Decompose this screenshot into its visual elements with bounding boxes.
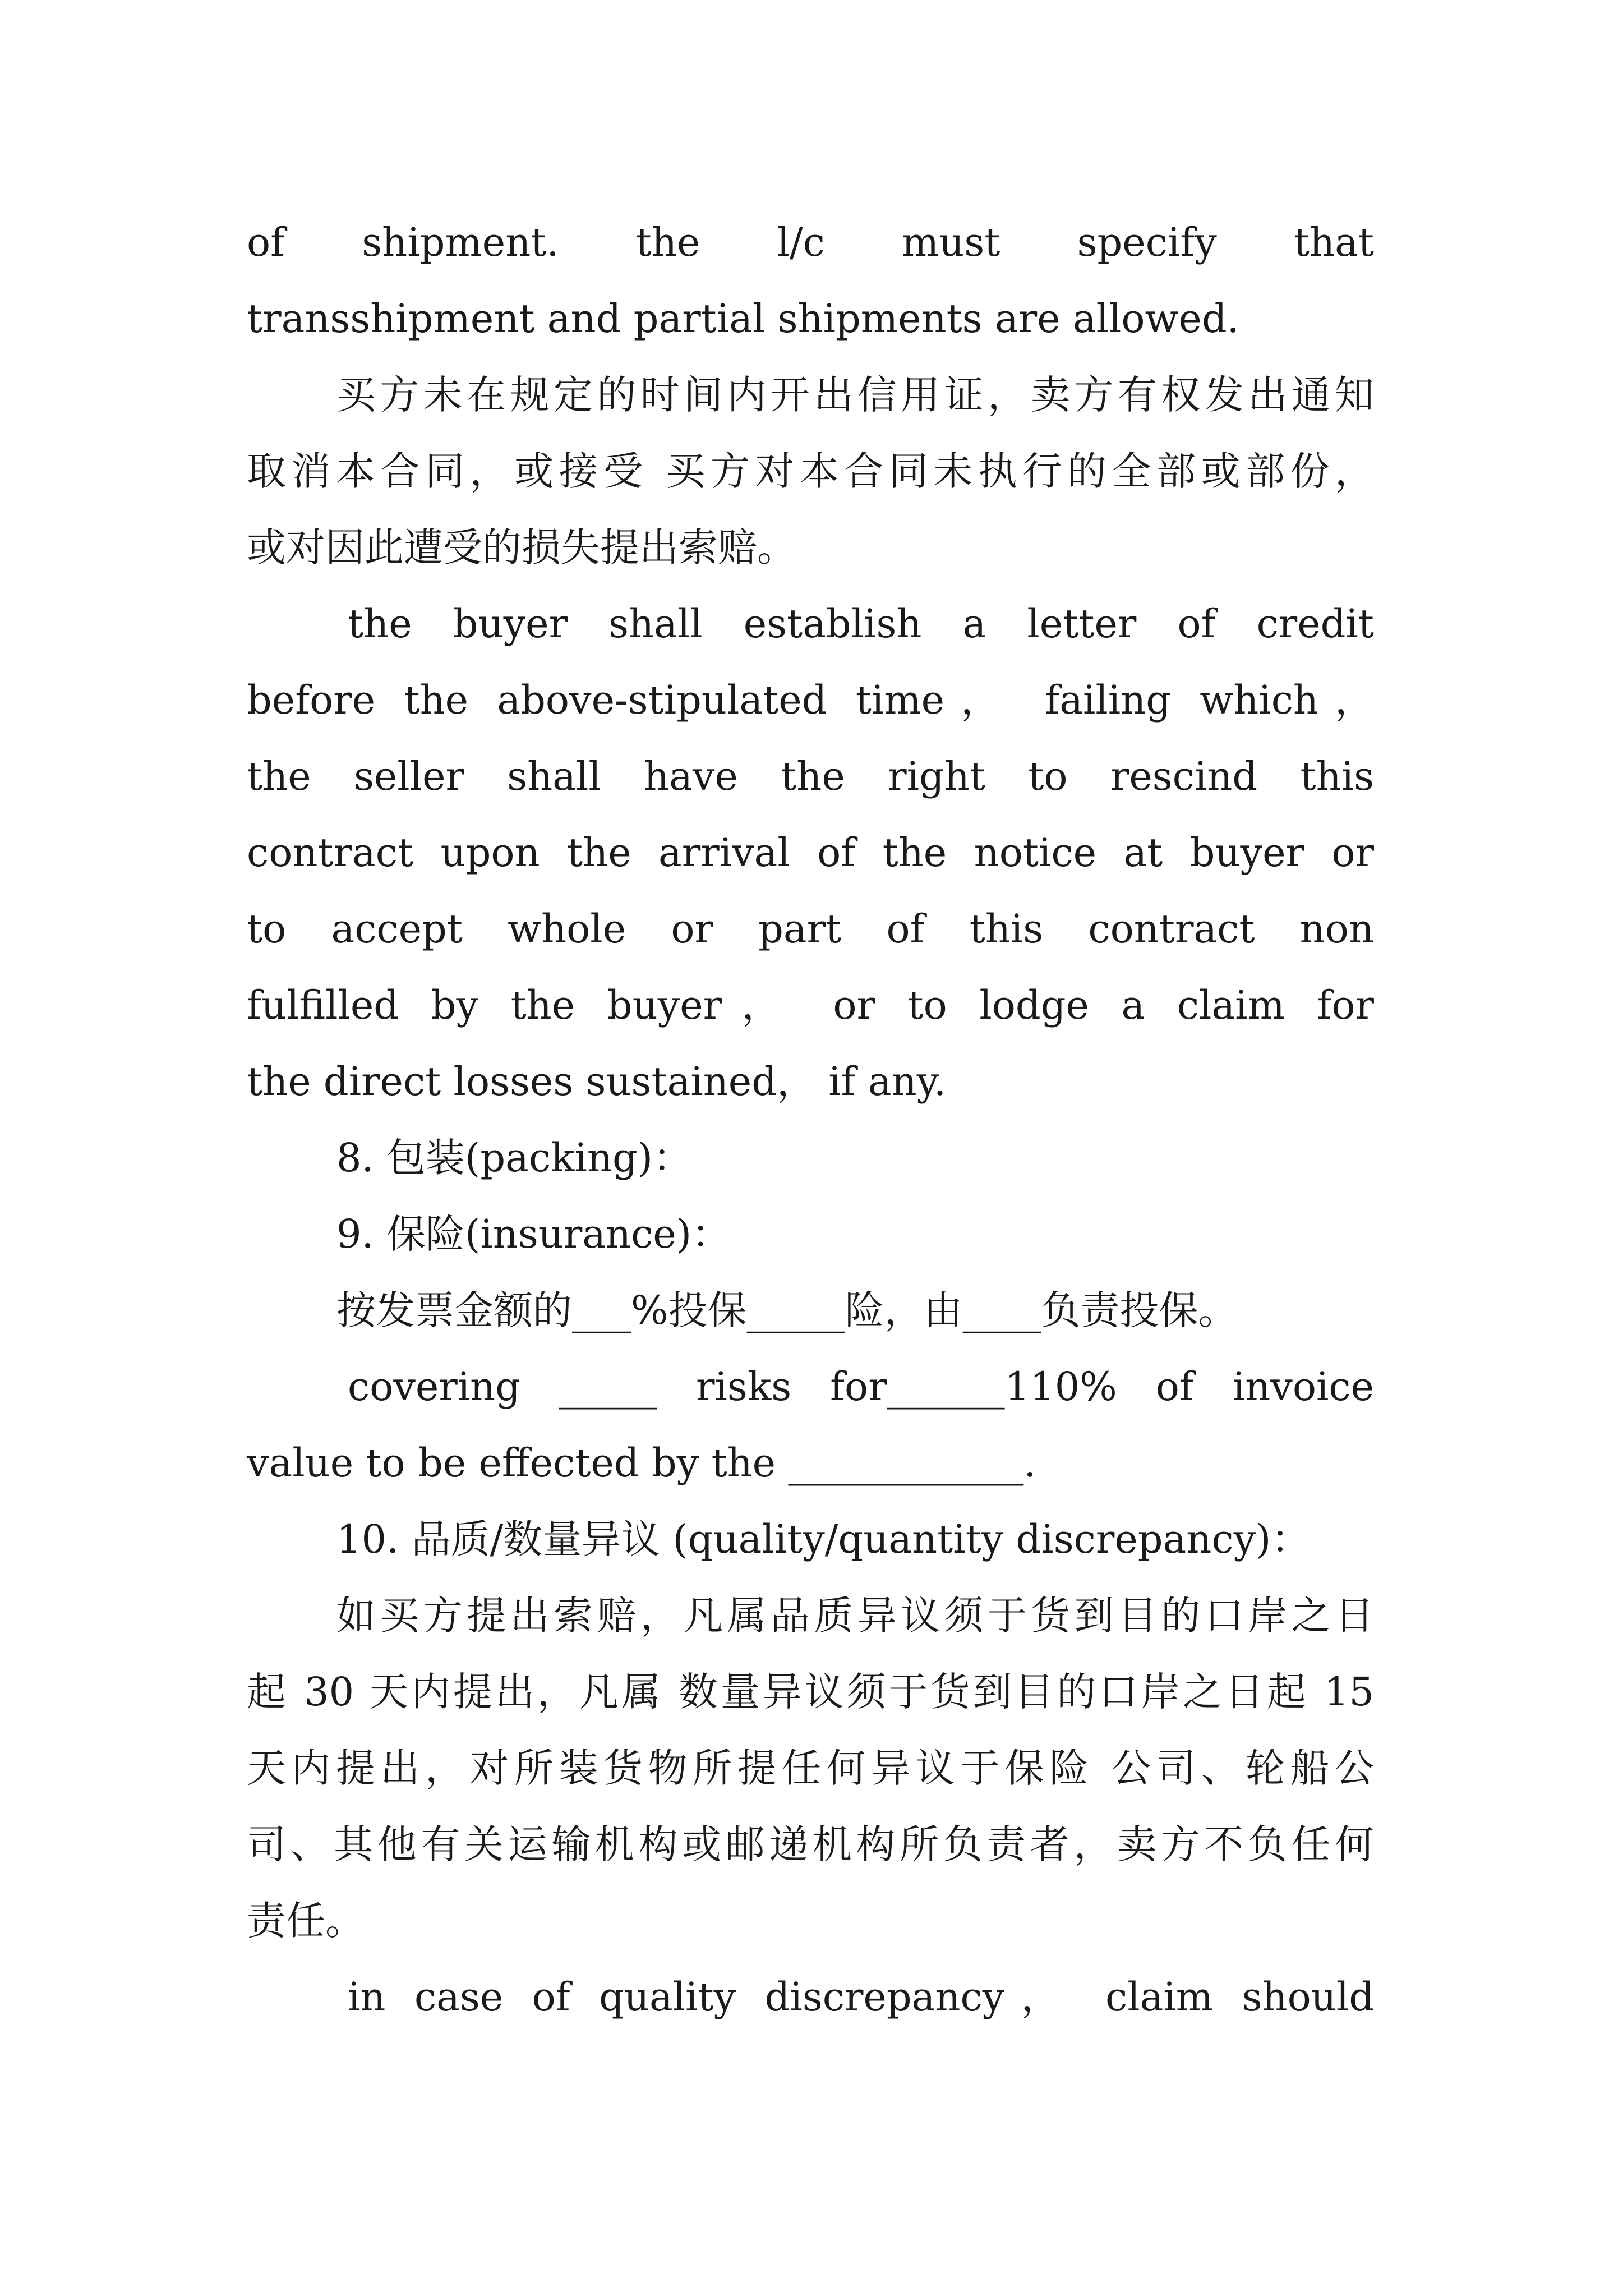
text-line-5: 或对因此遭受的损失提出索赔。: [247, 524, 796, 570]
section-heading-discrepancy: 10. 品质/数量异议 (quality/quantity discrepancy)：: [336, 1516, 1311, 1562]
text-line-20: 起 30 天内提出，凡属 数量异议须于货到目的口岸之日起 15: [247, 1669, 1374, 1715]
text-line-22: 司、其他有关运输机构或邮递机构所负责者，卖方不负任何: [247, 1821, 1374, 1867]
text-line-21: 天内提出，对所装货物所提任何异议于保险 公司、轮船公: [247, 1745, 1374, 1791]
text-line-17: value to be effected by the ____________.: [247, 1440, 1036, 1486]
text-line-2: transshipment and partial shipments are allowed.: [247, 296, 1239, 342]
text-line-10: to accept whole or part of this contract non: [247, 906, 1374, 952]
text-line-24: in case of quality discrepancy， claim should: [348, 1974, 1374, 2020]
text-line-11: fulfilled by the buyer， or to lodge a claim for: [247, 982, 1374, 1028]
text-line-9: contract upon the arrival of the notice at buyer or: [247, 830, 1374, 876]
text-line-3: 买方未在规定的时间内开出信用证，卖方有权发出通知: [336, 372, 1374, 418]
section-heading-packing: 8. 包装(packing)：: [336, 1135, 693, 1181]
section-heading-insurance: 9. 保险(insurance)：: [336, 1211, 731, 1257]
text-line-4: 取消本合同，或接受 买方对本合同未执行的全部或部份，: [247, 448, 1374, 494]
text-line-1: of shipment. the l/c must specify that: [247, 219, 1374, 265]
text-line-8: the seller shall have the right to rescind this: [247, 753, 1374, 799]
text-line-19: 如买方提出索赔，凡属品质异议须于货到目的口岸之日: [336, 1593, 1374, 1639]
text-line-6: the buyer shall establish a letter of credit: [348, 601, 1374, 647]
text-line-16: covering _____ risks for______110% of invoice: [348, 1364, 1374, 1410]
text-line-7: before the above-stipulated time， failing which，: [247, 677, 1374, 723]
text-line-23: 责任。: [247, 1898, 365, 1944]
text-line-12: the direct losses sustained， if any.: [247, 1059, 947, 1105]
text-line-15: 按发票金额的___%投保_____险，由____负责投保。: [336, 1287, 1238, 1333]
